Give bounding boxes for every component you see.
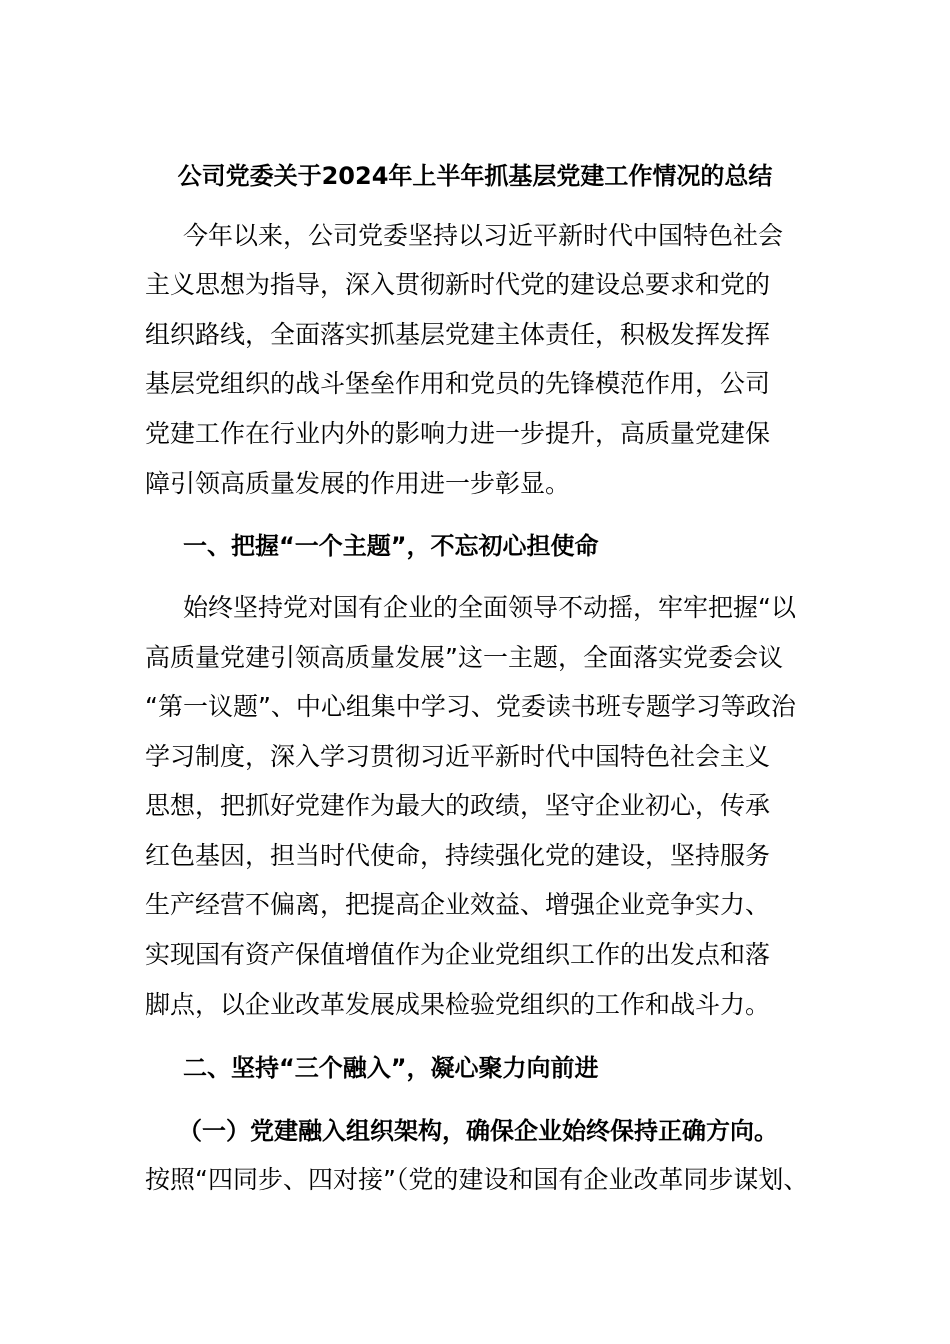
section-1-heading: 一、把握“一个主题”，不忘初心担使命 — [183, 532, 599, 560]
section-2-heading: 二、坚持“三个融入”，凝心聚力向前进 — [183, 1054, 599, 1082]
section-1-paragraph-line: “第一议题”、中心组集中学习、党委读书班专题学习等政治 — [145, 692, 796, 721]
intro-paragraph-line: 党建工作在行业内外的影响力进一步提升，高质量党建保 — [145, 419, 771, 448]
intro-paragraph-line: 基层党组织的战斗堡垒作用和党员的先锋模范作用，公司 — [145, 369, 771, 398]
section-1-paragraph-line: 生产经营不偏离，把提高企业效益、增强企业竞争实力、 — [145, 890, 771, 919]
section-1-paragraph-line: 学习制度，深入学习贯彻习近平新时代中国特色社会主义 — [145, 742, 771, 771]
document-title: 公司党委关于2024年上半年抓基层党建工作情况的总结 — [177, 162, 773, 190]
intro-paragraph-line: 今年以来，公司党委坚持以习近平新时代中国特色社会 — [183, 221, 784, 250]
section-1-paragraph-line: 实现国有资产保值增值作为企业党组织工作的出发点和落 — [145, 940, 771, 969]
intro-paragraph-line: 组织路线，全面落实抓基层党建主体责任，积极发挥发挥 — [145, 320, 771, 349]
section-1-paragraph-line: 思想，把抓好党建作为最大的政绩，坚守企业初心，传承 — [145, 791, 771, 820]
section-1-paragraph-line: 红色基因，担当时代使命，持续强化党的建设，坚持服务 — [145, 841, 771, 870]
intro-paragraph-line: 主义思想为指导，深入贯彻新时代党的建设总要求和党的 — [145, 270, 771, 299]
intro-paragraph-line: 障引领高质量发展的作用进一步彰显。 — [145, 469, 571, 498]
section-1-paragraph-line: 脚点，以企业改革发展成果检验党组织的工作和战斗力。 — [145, 990, 771, 1019]
section-2-paragraph-line: 按照“四同步、四对接”（党的建设和国有企业改革同步谋划、 — [145, 1165, 809, 1194]
section-1-paragraph-line: 始终坚持党对国有企业的全面领导不动摇，牢牢把握“以 — [183, 593, 796, 622]
section-2-subheading: （一）党建融入组织架构，确保企业始终保持正确方向。 — [178, 1117, 778, 1145]
section-1-paragraph-line: 高质量党建引领高质量发展”这一主题，全面落实党委会议 — [145, 643, 783, 672]
